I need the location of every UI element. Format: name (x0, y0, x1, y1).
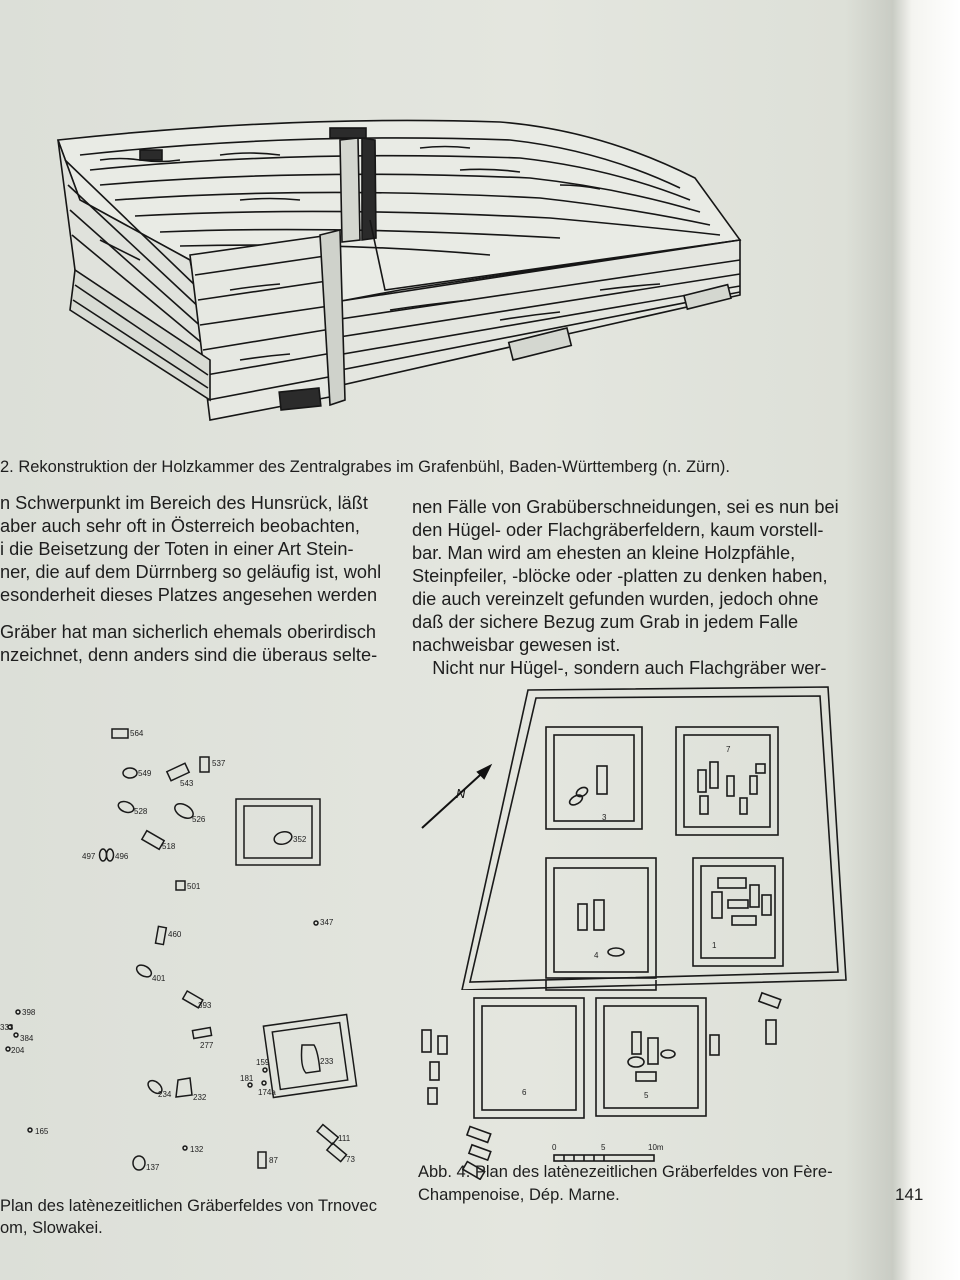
grave-496 (107, 849, 114, 861)
right-line-8: Nicht nur Hügel-, sondern auch Flachgräber wer- (412, 658, 827, 678)
label-234: 234 (158, 1090, 172, 1099)
label-174a: 174a (258, 1088, 276, 1097)
page-number: 141 (895, 1185, 924, 1204)
grave-174a (262, 1081, 266, 1085)
wooden-chamber-illustration (40, 60, 760, 450)
grave-352 (273, 830, 293, 846)
enclosure-352 (236, 799, 320, 865)
enclosure-1 (693, 858, 783, 966)
enclosure-352-inner (244, 806, 312, 858)
grave-204 (6, 1047, 10, 1051)
label-333: 333 (0, 1023, 14, 1032)
enclosure-4-contents (546, 860, 666, 980)
label-398: 398 (22, 1008, 36, 1017)
enclosure-3 (546, 727, 642, 829)
grave-460 (155, 926, 166, 944)
right-line-1: nen Fälle von Grabüberschneidungen, sei es nun bei (412, 497, 839, 517)
grave-111 (317, 1125, 338, 1145)
grave-132 (183, 1146, 187, 1150)
grave-564 (112, 729, 128, 738)
right-line-4: Steinpfeiler, -blöcke oder -platten zu denken haben, (412, 566, 828, 586)
top-figure-caption: 2. Rekonstruktion der Holzkammer des Zentralgrabes im Grafenbühl, Baden-Württemberg (n. Zürn). (0, 458, 730, 476)
left-line-3: i die Beisetzung der Toten in einer Art Stein- (0, 539, 354, 559)
grave-528 (117, 800, 135, 815)
grave-518 (142, 831, 164, 850)
label-111: 111 (338, 1134, 351, 1143)
enclosure-6 (474, 998, 584, 1118)
scale-label-5: 5 (601, 1143, 606, 1152)
right-line-5: die auch vereinzelt gefunden wurden, jedoch ohne (412, 589, 819, 609)
label-352: 352 (293, 835, 307, 844)
label-518: 518 (162, 842, 176, 851)
enclosure-5 (596, 998, 706, 1116)
enclosure-label-3: 3 (602, 813, 607, 822)
grave-384 (14, 1033, 18, 1037)
enclosure-233-inner (272, 1023, 347, 1090)
label-543: 543 (180, 779, 194, 788)
label-159: 159 (256, 1058, 270, 1067)
label-233: 233 (320, 1057, 334, 1066)
left-line-2: aber auch sehr oft in Österreich beobachten, (0, 516, 360, 536)
grave-159 (263, 1068, 267, 1072)
grave-401 (135, 963, 154, 980)
grave-549 (123, 768, 137, 778)
grave-233 (302, 1045, 321, 1073)
left-line-8: nzeichnet, denn anders sind die überaus selte- (0, 645, 378, 665)
right-figure-caption-line-2: Champenoise, Dép. Marne. (418, 1186, 620, 1204)
label-496: 496 (115, 852, 129, 861)
label-137: 137 (146, 1163, 160, 1172)
enclosure-label-5: 5 (644, 1091, 649, 1100)
grave-398 (16, 1010, 20, 1014)
grave-87 (258, 1152, 266, 1168)
grave-181 (248, 1083, 252, 1087)
fere-champenoise-plan-lower (410, 980, 870, 1180)
label-549: 549 (138, 769, 152, 778)
label-347: 347 (320, 918, 334, 927)
label-401: 401 (152, 974, 166, 983)
enclosure-label-4: 4 (594, 951, 599, 960)
label-232: 232 (193, 1093, 207, 1102)
grave-232 (176, 1078, 192, 1097)
grave-277 (192, 1027, 211, 1038)
trnovec-cemetery-plan (0, 715, 400, 985)
label-181: 181 (240, 1074, 254, 1083)
label-277: 277 (200, 1041, 214, 1050)
label-87: 87 (269, 1156, 278, 1165)
label-564: 564 (130, 729, 144, 738)
left-line-7: Gräber hat man sicherlich ehemals oberirdisch (0, 622, 377, 642)
right-line-7: nachweisbar gewesen ist. (412, 635, 621, 655)
right-line-3: bar. Man wird am ehesten an kleine Holzpfähle, (412, 543, 796, 563)
trnovec-cemetery-plan-lower (0, 985, 400, 1185)
right-figure-caption-line-1: Abb. 4. Plan des latènezeitlichen Gräberfeldes von Fère- (418, 1163, 833, 1181)
label-497: 497 (82, 852, 96, 861)
label-537: 537 (212, 759, 226, 768)
scale-label-0: 0 (552, 1143, 557, 1152)
grave-497 (100, 849, 107, 861)
grave-137 (133, 1156, 145, 1170)
label-73: 73 (346, 1155, 355, 1164)
enclosure-label-6: 6 (522, 1088, 527, 1097)
grave-347 (314, 921, 318, 925)
grave-501 (176, 881, 185, 890)
grave-165 (28, 1128, 32, 1132)
left-figure-caption-line-2: om, Slowakei. (0, 1219, 103, 1237)
grave-rect (597, 766, 607, 794)
north-label: N (456, 786, 466, 801)
left-line-1: n Schwerpunkt im Bereich des Hunsrück, läßt (0, 493, 368, 513)
label-526: 526 (192, 815, 206, 824)
scale-label-10m: 10m (648, 1143, 664, 1152)
enclosure-label-1: 1 (712, 941, 717, 950)
left-line-4: ner, die auf dem Dürrnberg so geläufig ist, wohl (0, 562, 382, 582)
label-165: 165 (35, 1127, 49, 1136)
label-384: 384 (20, 1034, 34, 1043)
label-204: 204 (11, 1046, 25, 1055)
left-line-5: esonderheit dieses Platzes angesehen werden (0, 585, 378, 605)
enclosure-label-7: 7 (726, 745, 731, 754)
right-line-2: den Hügel- oder Flachgräberfeldern, kaum vorstell- (412, 520, 824, 540)
label-393: 393 (198, 1001, 212, 1010)
label-528: 528 (134, 807, 148, 816)
right-line-6: daß der sichere Bezug zum Grab in jedem Falle (412, 612, 799, 632)
label-460: 460 (168, 930, 182, 939)
grave-73 (327, 1143, 347, 1161)
label-132: 132 (190, 1145, 204, 1154)
grave-537 (200, 757, 209, 772)
label-501: 501 (187, 882, 201, 891)
left-figure-caption-line-1: Plan des latènezeitlichen Gräberfeldes von Trnovec (0, 1197, 377, 1215)
